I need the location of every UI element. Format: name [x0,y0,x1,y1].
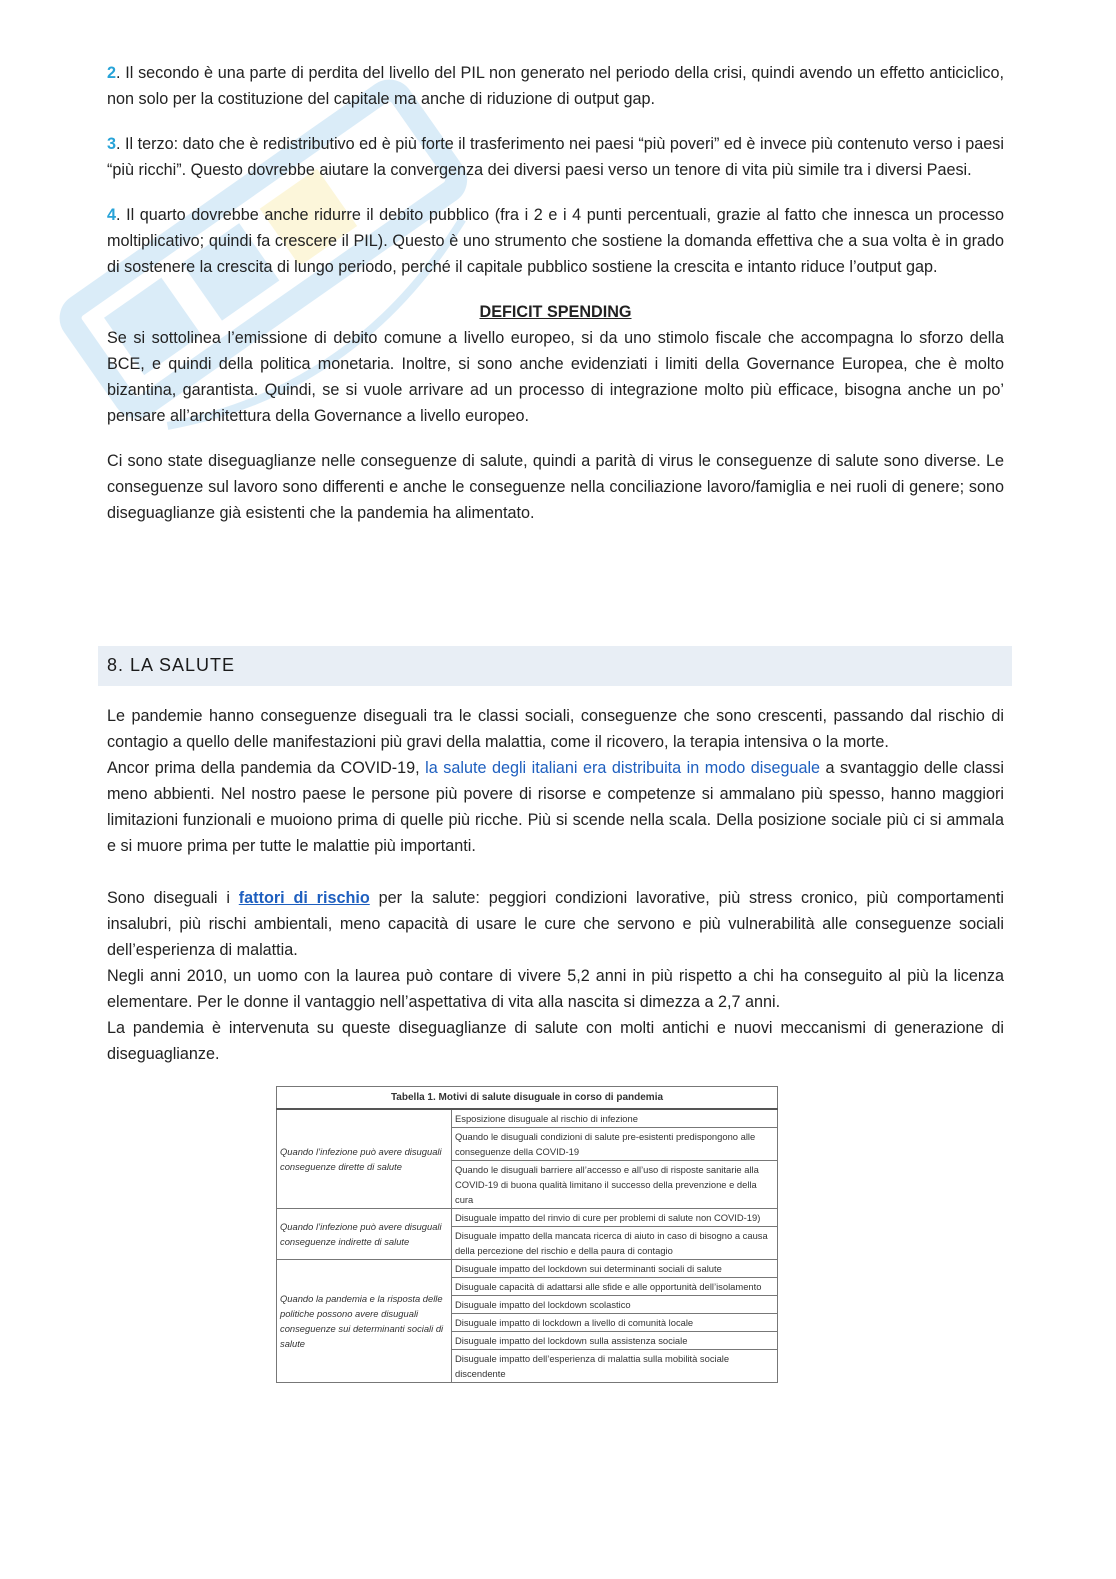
paragraph-4 [107,202,1004,280]
salute-paragraph-5: La pandemia è intervenuta su queste diseguaglianze di salute con molti antichi e nuovi meccanismi di generazione di diseguaglianze. [107,1019,1004,1063]
text: per la salute: peggiori condizioni lavorative, più stress cronico, più comportamenti insalubri, più rischi ambientali, meno capacità di usare le cure che servono e più vulnerabilità alle conseguenze sociali dell’esperienza di malattia. [107,889,1005,959]
table-row [277,1109,778,1128]
risk-factors-link[interactable]: fattori di rischio [238,889,370,907]
salute-content [107,703,1004,1067]
text: a svantaggio delle classi meno abbienti. Nel nostro paese le persone più povere di risorse e competenze si ammalano più spesso, hanno maggiori limitazioni funzionali e muoiono prima di quelle più ricche. Più si scende nella scala. Della posizione sociale più ci si ammala e si muore prima per tutte le malattie più importanti. [107,759,1005,855]
text: Sono diseguali i [107,889,239,907]
salute-paragraph-1: Le pandemie hanno conseguenze diseguali tra le classi sociali, conseguenze che sono crescenti, passando dal rischio di contagio a quello delle manifestazioni più gravi della malattia, come il ricovero, la terapia intensiva o la morte. [107,707,1004,751]
list-number: 3 [107,135,117,153]
table-category-cell: Quando la pandemia e la risposta delle politiche possono avere disuguali conseguenze sui determinanti sociali di salute [277,1260,452,1383]
paragraph-text: . Il quarto dovrebbe anche ridurre il debito pubblico (fra i 2 e i 4 punti percentuali, grazie al fatto che innesca un processo moltiplicativo; quindi fa crescere il PIL). Questo è uno strumento che sostiene la domanda effettiva che a sua volta è in grado di sostenere la crescita di lungo periodo, perché il capitale pubblico sostiene la crescita e intanto riduce l’output gap. [107,206,1004,276]
table-item-cell: Disuguale impatto di lockdown a livello di comunità locale [452,1314,778,1332]
salute-paragraph-2 [107,755,1004,859]
section-title: 8. LA SALUTE [107,655,236,675]
salute-paragraph-4: Negli anni 2010, un uomo con la laurea può contare di vivere 5,2 anni in più rispetto a chi ha conseguito al più la licenza elementare. Per le donne il vantaggio nell’aspettativa di vita alla nascita si dimezza a 2,7 anni. [107,967,1004,1011]
paragraph-3 [107,131,1004,183]
table-item-cell: Disuguale impatto del lockdown sui determinanti sociali di salute [452,1260,778,1278]
salute-paragraph-3 [107,885,1004,963]
table-row [277,1209,778,1227]
table-row [277,1260,778,1278]
paragraph-text: . Il terzo: dato che è redistributivo ed è più forte il trasferimento nei paesi “più poveri” ed è invece più contenuto verso i paesi “più ricchi”. Questo dovrebbe aiutare la convergenza dei diversi paesi verso un tenore di vita più simile tra i diversi Paesi. [107,135,1004,179]
table-item-cell: Disuguale capacità di adattarsi alle sfide e alle opportunità dell’isolamento [452,1278,778,1296]
table-item-cell: Disuguale impatto del lockdown scolastico [452,1296,778,1314]
table-item-cell: Quando le disuguali barriere all’accesso e all’uso di risposte sanitarie alla COVID-19 di buona qualità limitano il successo della prevenzione e della cura [452,1161,778,1209]
table-item-cell: Quando le disuguali condizioni di salute pre-esistenti predispongono alle conseguenze della COVID-19 [452,1128,778,1161]
list-number: 4 [107,206,117,224]
list-number: 2 [107,64,117,82]
paragraph-text: . Il secondo è una parte di perdita del livello del PIL non generato nel periodo della crisi, quindi avendo un effetto anticiclico, non solo per la costituzione del capitale ma anche di riduzione di output gap. [107,64,1004,108]
section-bar [98,646,1012,686]
table-item-cell: Disuguale impatto del rinvio di cure per problemi di salute non COVID-19) [452,1209,778,1227]
table-item-cell: Disuguale impatto dell’esperienza di malattia sulla mobilità sociale discendente [452,1350,778,1383]
top-content [107,60,1004,545]
table-item-cell: Disuguale impatto del lockdown sulla assistenza sociale [452,1332,778,1350]
deficit-paragraph: Se si sottolinea l’emissione di debito comune a livello europeo, si da uno stimolo fiscale che accompagna lo sforzo della BCE, e quindi della politica monetaria. Inoltre, si sono anche evidenziati i limiti della Governance Europea, che è molto bizantina, garantista. Quindi, se si vuole arrivare ad un processo di integrazione molto più efficace, bisogna anche un po’ pensare all’architettura della Governance a livello europeo. [107,329,1004,425]
inequality-paragraph: Ci sono state diseguaglianze nelle conseguenze di salute, quindi a parità di virus le conseguenze di salute sono diverse. Le conseguenze sul lavoro sono differenti e anche le conseguenze nella conciliazione lavoro/famiglia e nei ruoli di genere; sono diseguaglianze già esistenti che la pandemia ha alimentato. [107,452,1004,522]
deficit-spending-heading: DEFICIT SPENDING [479,303,632,321]
paragraph-2 [107,60,1004,112]
table-category-cell: Quando l’infezione può avere disuguali conseguenze indirette di salute [277,1209,452,1260]
table-title: Tabella 1. Motivi di salute disuguale in corso di pandemia [277,1087,778,1110]
text: Ancor prima della pandemia da COVID-19, [107,759,426,777]
health-inequality-table [276,1086,778,1383]
table-category-cell: Quando l’infezione può avere disuguali conseguenze dirette di salute [277,1109,452,1209]
table-item-cell: Esposizione disuguale al rischio di infezione [452,1109,778,1128]
table-item-cell: Disuguale impatto della mancata ricerca di aiuto in caso di bisogno a causa della percezione del rischio e della paura di contagio [452,1227,778,1260]
salute-distribution-link[interactable]: la salute degli italiani era distribuita in modo diseguale [425,759,821,777]
